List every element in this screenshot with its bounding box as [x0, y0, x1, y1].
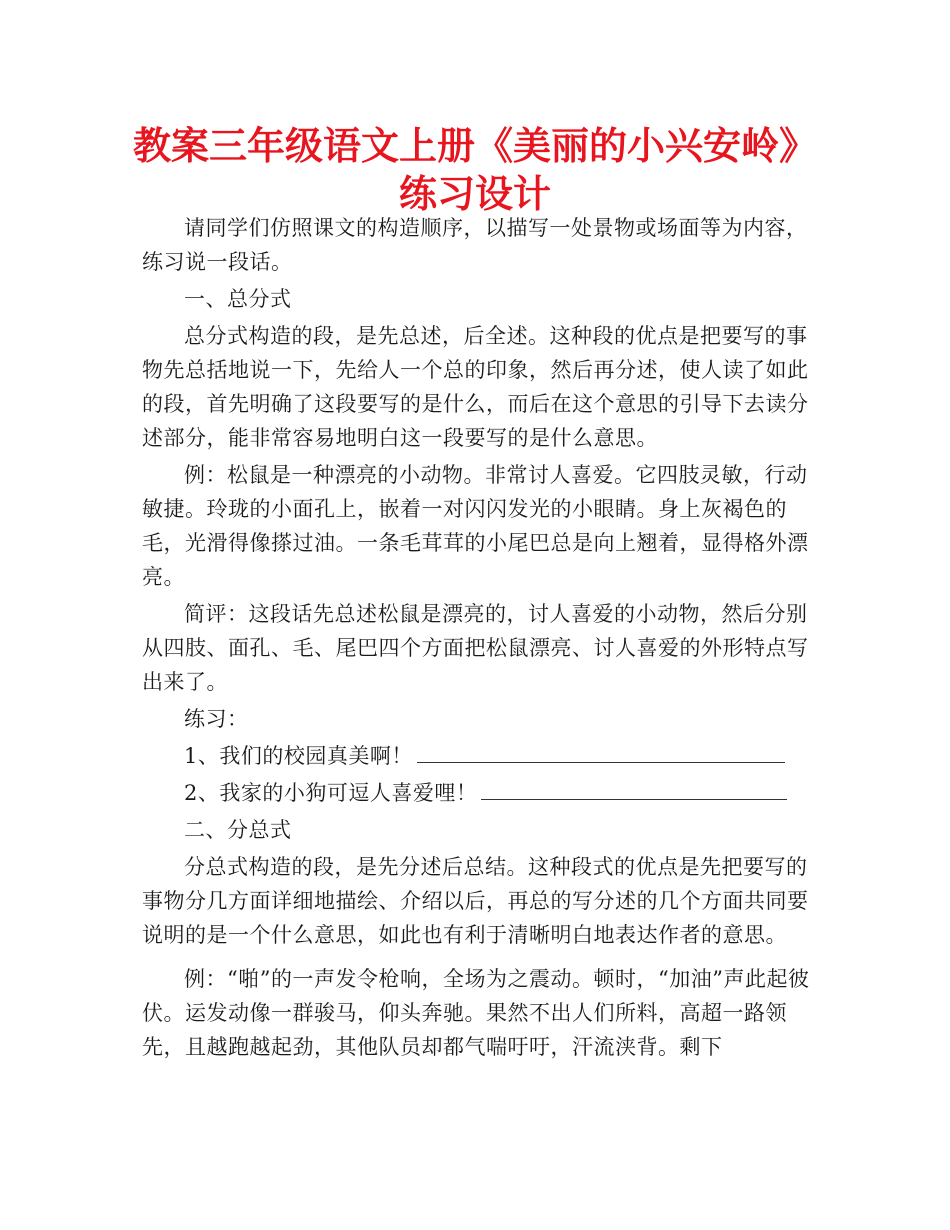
- answer-blank-line: [481, 777, 787, 800]
- section-2-heading: 二、分总式: [184, 818, 292, 842]
- practice-item-1: [142, 739, 812, 773]
- practice-item-2-text: 2、我家的小狗可逗人喜爱哩！: [184, 781, 478, 805]
- document-title-line-2: 练习设计: [398, 172, 551, 216]
- intro-paragraph: 请同学们仿照课文的构造顺序，以描写一处景物或场面等为内容，练习说一段话。: [142, 216, 808, 274]
- section-2-example: 例：“啪”的一声发令枪响，全场为之震动。顿时，“加油”声此起彼伏。运发动像一群骏马，仰头奔驰。果然不出人们所料，高超一路领先，且越跑越起劲，其他队员却都气喘吁吁，汗流浃背。剩下: [142, 967, 810, 1059]
- section-1-heading: 一、总分式: [184, 287, 292, 311]
- section-2-description: 分总式构造的段，是先分述后总结。这种段式的优点是先把要写的事物分几方面详细地描绘、介绍以后，再总的写分述的几个方面共同要说明的是一个什么意思，如此也有利于清晰明白地表达作者的意思。: [142, 855, 809, 947]
- document-title-line-1: 教案三年级语文上册《美丽的小兴安岭》: [132, 124, 817, 168]
- practice-item-2: [142, 776, 812, 810]
- section-1-comment: 简评：这段话先总述松鼠是漂亮的，讨人喜爱的小动物，然后分别从四肢、面孔、毛、尾巴四个方面把松鼠漂亮、讨人喜爱的外形特点写出来了。: [142, 602, 809, 694]
- practice-label: 练习：: [184, 707, 249, 731]
- document-body: [142, 211, 812, 1064]
- practice-item-1-text: 1、我们的校园真美啊！: [184, 744, 413, 768]
- answer-blank-line: [417, 740, 785, 763]
- section-1-example: 例：松鼠是一种漂亮的小动物。非常讨人喜爱。它四肢灵敏，行动敏捷。玲珑的小面孔上，嵌着一对闪闪发光的小眼睛。身上灰褐色的毛，光滑得像搽过油。一条毛茸茸的小尾巴总是向上翘着，显得格外漂亮。: [142, 463, 809, 589]
- section-1-description: 总分式构造的段，是先总述，后全述。这种段的优点是把要写的事物先总括地说一下，先给人一个总的印象，然后再分述，使人读了如此的段，首先明确了这段要写的是什么，而后在这个意思的引导下去读分述部分，能非常容易地明白这一段要写的是什么意思。: [142, 324, 809, 450]
